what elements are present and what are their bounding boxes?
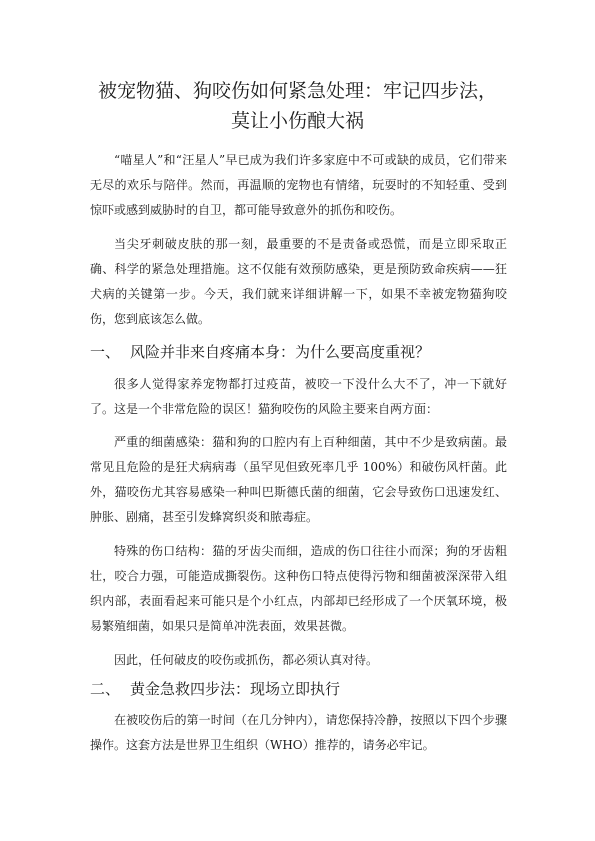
section-1-number: 一、 xyxy=(90,343,121,361)
intro-paragraph-2: 当尖牙刺破皮肤的那一刻，最重要的不是责备或恐慌，而是立即采取正确、科学的紧急处理措施。这不仅能有效预防感染，更是预防致命疾病——狂犬病的关键第一步。今天，我们就来详细讲解一下，如果不幸被宠物猫狗咬伤，您到底该怎么做。 xyxy=(90,237,507,326)
section-2-paragraph-1: 在被咬伤后的第一时间（在几分钟内），请您保持冷静，按照以下四个步骤操作。这套方法是世界卫生组织（WHO）推荐的，请务必牢记。 xyxy=(90,713,507,752)
intro-paragraph-1: “喵星人”和“汪星人”早已成为我们许多家庭中不可或缺的成员，它们带来无尽的欢乐与陪伴。然而，再温顺的宠物也有情绪，玩耍时的不知轻重、受到惊吓或感到威胁时的自卫，都可能导致意外的抓伤和咬伤。 xyxy=(90,153,507,217)
title-line-1: 被宠物猫、狗咬伤如何紧急处理：牢记四步法， xyxy=(97,80,497,102)
title-line-2: 莫让小伤酿大祸 xyxy=(230,110,364,132)
section-1-heading xyxy=(90,341,520,363)
section-1-title: 风险并非来自疼痛本身：为什么要高度重视？ xyxy=(130,343,431,361)
section-2-number: 二、 xyxy=(90,680,121,698)
section-1-paragraph-2: 严重的细菌感染：猫和狗的口腔内有上百种细菌，其中不少是致病菌。最常见且危险的是狂犬病病毒（虽罕见但致死率几乎 100%）和破伤风杆菌。此外，猫咬伤尤其容易感染一种叫巴斯德氏菌的细菌，它会导致伤口迅速发红、肿胀、剧痛，甚至引发蜂窝织炎和脓毒症。 xyxy=(90,435,507,524)
section-1-paragraph-1: 很多人觉得家养宠物都打过疫苗，被咬一下没什么大不了，冲一下就好了。这是一个非常危险的误区！猫狗咬伤的风险主要来自两方面： xyxy=(90,377,507,416)
section-1-paragraph-4: 因此，任何破皮的咬伤或抓伤，都必须认真对待。 xyxy=(114,653,379,667)
section-1-paragraph-3: 特殊的伤口结构：猫的牙齿尖而细，造成的伤口往往小而深；狗的牙齿粗壮，咬合力强，可能造成撕裂伤。这种伤口特点使得污物和细菌被深深带入组织内部，表面看起来可能只是个小红点，内部却已经形成了一个厌氧环境，极易繁殖细菌，如果只是简单冲洗表面，效果甚微。 xyxy=(90,544,507,633)
section-2-title: 黄金急救四步法：现场立即执行 xyxy=(130,680,341,698)
document-title xyxy=(60,76,535,136)
section-2-heading xyxy=(90,678,520,700)
